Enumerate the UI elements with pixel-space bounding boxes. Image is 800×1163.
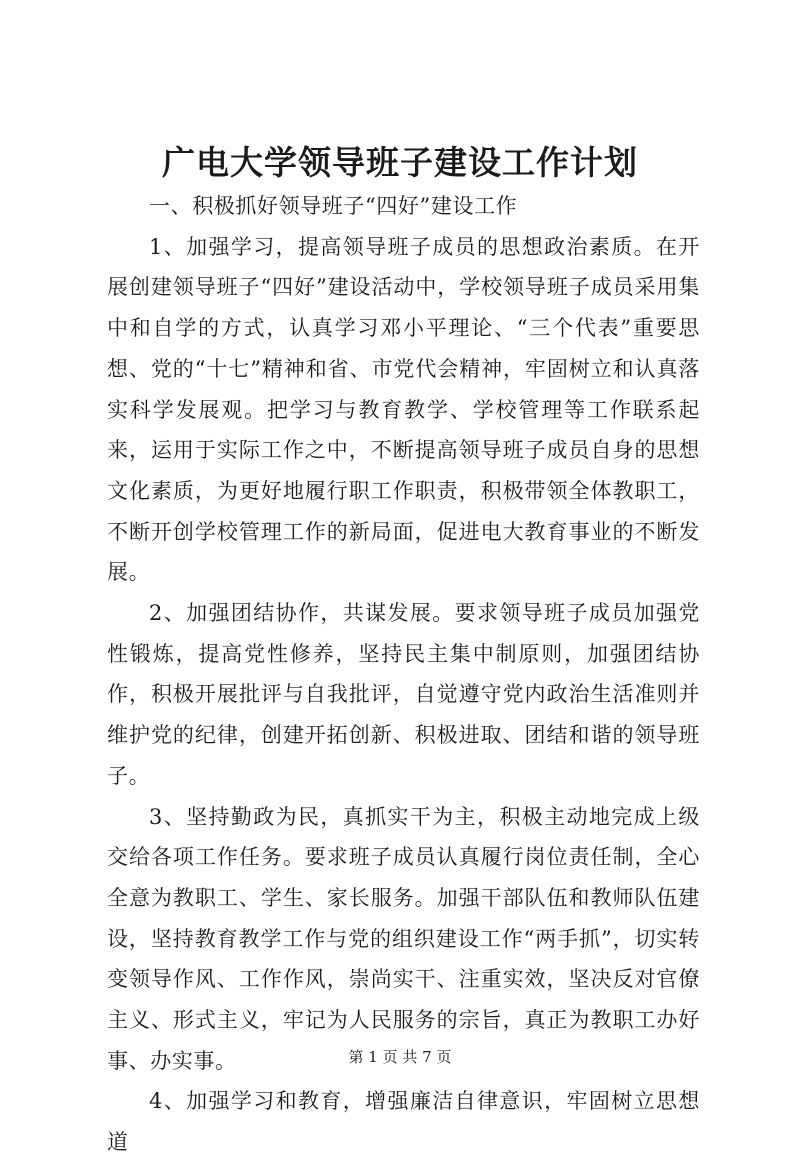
paragraph-4: 4、加强学习和教育，增强廉洁自律意识，牢固树立思想道 (107, 1089, 700, 1155)
document-body (107, 186, 700, 1163)
section-heading: 一、积极抓好领导班子“四好”建设工作 (149, 194, 518, 218)
document-title: 广电大学领导班子建设工作计划 (162, 143, 638, 182)
paragraph-1: 1、加强学习，提高领导班子成员的思想政治素质。在开展创建领导班子“四好”建设活动中，学校领导班子成员采用集中和自学的方式，认真学习邓小平理论、“三个代表”重要思想、党的“十七”精神和省、市党代会精神，牢固树立和认真落实科学发展观。把学习与教育教学、学校管理等工作联系起来，运用于实际工作之中，不断提高领导班子成员自身的思想文化素质，为更好地履行职工作职责，积极带领全体教职工，不断开创学校管理工作的新局面，促进电大教育事业的不断发展。 (107, 234, 700, 585)
paragraph-3: 3、坚持勤政为民，真抓实干为主，积极主动地完成上级交给各项工作任务。要求班子成员认真履行岗位责任制，全心全意为教职工、学生、家长服务。加强干部队伍和教师队伍建设，坚持教育教学工作与党的组织建设工作“两手抓”，切实转变领导作风、工作作风，崇尚实干、注重实效，坚决反对官僚主义、形式主义，牢记为人民服务的宗旨，真正为教职工办好事、办实事。 (107, 804, 700, 1073)
paragraph-2: 2、加强团结协作，共谋发展。要求领导班子成员加强党性锻炼，提高党性修养，坚持民主集中制原则，加强团结协作，积极开展批评与自我批评，自觉遵守党内政治生活准则并维护党的纪律，创建开拓创新、积极进取、团结和谐的领导班子。 (107, 601, 700, 788)
page-number-footer: 第 1 页 共 7 页 (348, 1048, 452, 1066)
